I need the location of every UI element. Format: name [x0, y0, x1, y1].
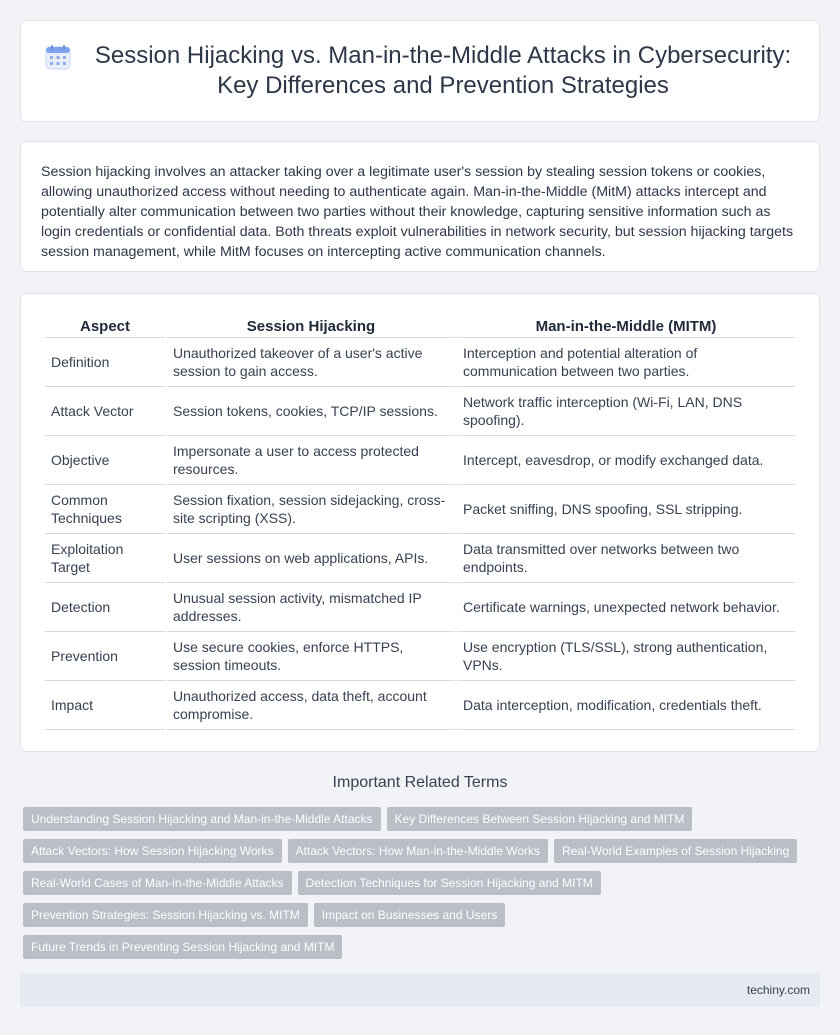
column-header-mitm: Man-in-the-Middle (MITM): [457, 314, 795, 338]
column-header-aspect: Aspect: [45, 314, 165, 338]
table-header-row: [45, 314, 795, 338]
related-term-tag[interactable]: Key Differences Between Session Hijacking and MITM: [387, 807, 693, 831]
table-row: [45, 583, 795, 632]
table-cell-aspect: Prevention: [45, 632, 165, 681]
table-cell-session: Use secure cookies, enforce HTTPS, session timeouts.: [167, 632, 455, 681]
table-cell-mitm: Network traffic interception (Wi-Fi, LAN, DNS spoofing).: [457, 387, 795, 436]
table-row: [45, 681, 795, 730]
related-term-tag[interactable]: Prevention Strategies: Session Hijacking vs. MITM: [23, 903, 308, 927]
table-cell-mitm: Data interception, modification, credentials theft.: [457, 681, 795, 730]
table-cell-mitm: Packet sniffing, DNS spoofing, SSL stripping.: [457, 485, 795, 534]
table-cell-session: Unauthorized takeover of a user's active session to gain access.: [167, 338, 455, 387]
table-cell-session: Session fixation, session sidejacking, cross-site scripting (XSS).: [167, 485, 455, 534]
comparison-table: [43, 314, 797, 730]
table-row: [45, 485, 795, 534]
table-cell-session: Unusual session activity, mismatched IP addresses.: [167, 583, 455, 632]
table-row: [45, 632, 795, 681]
table-cell-aspect: Common Techniques: [45, 485, 165, 534]
related-term-tag[interactable]: Detection Techniques for Session Hijacking and MITM: [298, 871, 601, 895]
table-row: [45, 338, 795, 387]
table-cell-mitm: Interception and potential alteration of communication between two parties.: [457, 338, 795, 387]
footer-site: techiny.com: [746, 983, 810, 997]
table-cell-session: Session tokens, cookies, TCP/IP sessions.: [167, 387, 455, 436]
intro-card: [20, 141, 820, 272]
table-cell-mitm: Use encryption (TLS/SSL), strong authentication, VPNs.: [457, 632, 795, 681]
comparison-table-card: [20, 293, 820, 752]
calendar-icon: [45, 44, 71, 70]
table-cell-session: User sessions on web applications, APIs.: [167, 534, 455, 583]
table-cell-aspect: Objective: [45, 436, 165, 485]
table-cell-mitm: Data transmitted over networks between two endpoints.: [457, 534, 795, 583]
table-row: [45, 436, 795, 485]
table-row: [45, 387, 795, 436]
table-cell-session: Impersonate a user to access protected resources.: [167, 436, 455, 485]
related-term-tag[interactable]: Attack Vectors: How Man-in-the-Middle Works: [288, 839, 549, 863]
related-term-tag[interactable]: Impact on Businesses and Users: [314, 903, 505, 927]
table-cell-aspect: Exploitation Target: [45, 534, 165, 583]
table-cell-aspect: Attack Vector: [45, 387, 165, 436]
table-cell-aspect: Impact: [45, 681, 165, 730]
table-cell-mitm: Certificate warnings, unexpected network behavior.: [457, 583, 795, 632]
footer: [20, 973, 820, 1007]
related-term-tag[interactable]: Real-World Cases of Man-in-the-Middle Attacks: [23, 871, 292, 895]
related-term-tag[interactable]: Future Trends in Preventing Session Hijacking and MITM: [23, 935, 342, 959]
related-term-tag[interactable]: Real-World Examples of Session Hijacking: [554, 839, 797, 863]
table-cell-aspect: Definition: [45, 338, 165, 387]
related-term-tag[interactable]: Attack Vectors: How Session Hijacking Works: [23, 839, 282, 863]
column-header-session-hijacking: Session Hijacking: [167, 314, 455, 338]
table-cell-session: Unauthorized access, data theft, account compromise.: [167, 681, 455, 730]
table-cell-aspect: Detection: [45, 583, 165, 632]
header-card: [20, 20, 820, 122]
related-terms-title: Important Related Terms: [332, 774, 508, 791]
table-row: [45, 534, 795, 583]
intro-paragraph: Session hijacking involves an attacker taking over a legitimate user's session by stealing session tokens or cookies, allowing unauthorized access without needing to authenticate again. Man-in-the-Middle (MitM) attacks intercept and potentially alter communication between two parties without their knowledge, capturing sensitive information such as login credentials or confidential data. Both threats exploit vulnerabilities in network security, but session hijacking targets session management, while MitM focuses on intercepting active communication channels.: [41, 164, 794, 260]
related-term-tag[interactable]: Understanding Session Hijacking and Man-in-the-Middle Attacks: [23, 807, 381, 831]
page-title: Session Hijacking vs. Man-in-the-Middle Attacks in Cybersecurity: Key Differences and Prevention Strategies: [94, 42, 792, 99]
table-cell-mitm: Intercept, eavesdrop, or modify exchanged data.: [457, 436, 795, 485]
related-terms-list: [23, 807, 820, 959]
table-body: [45, 338, 795, 730]
